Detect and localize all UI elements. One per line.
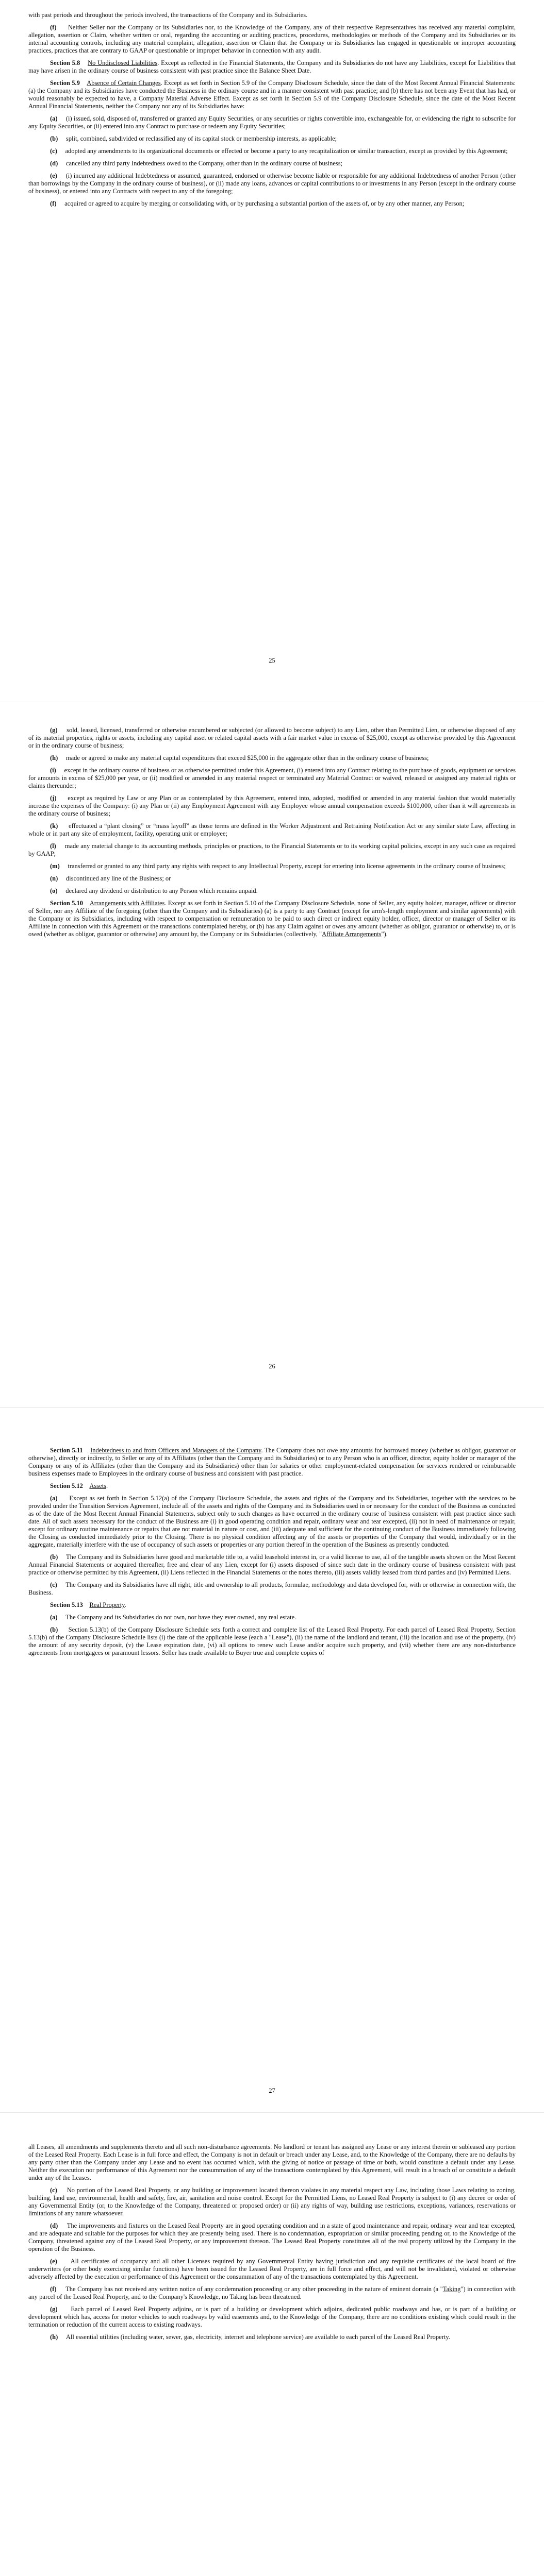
clause-text: except in the ordinary course of business or as otherwise permitted under this Agreement, (i) entered into any Contract relating to the purchase of goods, equipment or services for amounts in excess of $25,000 per year, or (ii) modified or amended in any material respect or terminated any Material Contract or waived, released or assigned any material rights or claims thereunder; xyxy=(28,767,516,789)
section-5-9 xyxy=(28,79,516,110)
section-title: Real Property xyxy=(89,1601,125,1608)
section-text: . Except as set forth in Section 5.10 of the Company Disclosure Schedule, none of Seller, any equity holder, manager, officer or director of Seller, nor any Affiliate of the foregoing (other than the Company and its Subsidiaries) (a) is a party to any Contract (except for arm's-length employment and similar agreements) with the Company or its Subsidiaries, including with respect to compensation or remuneration to be paid to such direct or indirect equity holder, officer, director or manager of Seller or its Affiliate in connection with this Agreement or the transactions contemplated hereby, or (b) has any Claim against or owes any amount (whether as obligor, guarantor or otherwise) to, or is owed (whether as obligor, guarantor or otherwise) any amount by, the Company or its Subsidiaries (collectively, " xyxy=(28,900,516,938)
page-divider xyxy=(0,1407,544,1408)
clause-label: (d) xyxy=(50,2222,58,2229)
clause-label: (j) xyxy=(50,794,57,802)
section-number: Section 5.12 xyxy=(50,1482,83,1489)
clause-text: (i) issued, sold, disposed of, transferred or granted any Equity Securities, or any securities or rights convertible into, exchangeable for, or evidencing the right to subscribe for any Equity Securities, or (ii) entered into any Contract to purchase or redeem any Equity Securities; xyxy=(28,115,516,130)
section-number: Section 5.10 xyxy=(50,900,83,907)
page-number: 27 xyxy=(269,2087,275,2094)
clause-label: (k) xyxy=(50,822,58,829)
clause xyxy=(28,1553,516,1577)
clause-text: (i) incurred any additional Indebtedness or assumed, guaranteed, endorsed or otherwise become liable or responsible for any additional Indebtedness of another Person (other than borrowings by the Company in the ordinary course of business), or (ii) made any loans, advances or capital contributions to or investments in any Person (except in the ordinary course of business), or entered into any Contracts with respect to any of the foregoing; xyxy=(28,172,516,195)
clause xyxy=(28,115,516,130)
clause-label: (c) xyxy=(50,147,57,155)
clause xyxy=(28,822,516,838)
clause-text: made any material change to its accounting methods, principles or practices, to the Financial Statements or to its working capital policies, except in any such case as required by GAAP; xyxy=(28,842,516,857)
clause xyxy=(28,1581,516,1597)
section-title: Absence of Certain Changes xyxy=(87,79,161,87)
section-number: Section 5.9 xyxy=(50,79,80,87)
clause xyxy=(28,2187,516,2217)
section-text-end: "). xyxy=(381,930,388,938)
clause xyxy=(28,887,516,895)
clause xyxy=(28,2258,516,2281)
section-5-11 xyxy=(28,1447,516,1478)
clause-text: Section 5.13(b) of the Company Disclosure Schedule sets forth a correct and complete list of the Leased Real Property. For each parcel of Leased Real Property, Section 5.13(b) of the Company Disclosure Schedule lists (i) the date of the applicable lease (each a "Lease"), (ii) the name of the landlord and tenant, (iii) the location and use of the property, (iv) the amount of any security deposit, (v) the Lease expiration date, (vi) all options to renew such Lease and/or acquire such property, and (vii) whether there are any non-disturbance agreements from mortgagees or paramount lessors. Seller has made available to Buyer true and complete copies of xyxy=(28,1626,516,1656)
clause-label: (f) xyxy=(50,200,57,207)
clause-text: adopted any amendments to its organizational documents or effected or become a party to any recapitalization or similar transaction, except as provided by this Agreement; xyxy=(65,147,508,155)
clause-text: Neither Seller nor the Company or its Subsidiaries nor, to the Knowledge of the Company, any of their respective Representatives has received any material complaint, allegation, assertion or Claim, whether written or oral, regarding the accounting or auditing practices, procedures, methodologies or methods of the Company and its Subsidiaries or its internal accounting controls, including any material complaint, allegation, assertion or Claim that the Company or its Subsidiaries has engaged in questionable or improper accounting practices, practices that are contrary to GAAP or questionable or improper behavior in connection with any audit. xyxy=(28,24,516,54)
paragraph: with past periods and throughout the periods involved, the transactions of the Company and its Subsidiaries. xyxy=(28,11,308,19)
clause xyxy=(28,767,516,790)
section-5-10 xyxy=(28,900,516,938)
clause-label: (i) xyxy=(50,767,56,774)
clause-label: (d) xyxy=(50,160,58,167)
section-number: Section 5.13 xyxy=(50,1601,83,1608)
clause-text: sold, leased, licensed, transferred or otherwise encumbered or subjected (or allowed to become subject) to any Lien, other than Permitted Lien, or otherwise disposed of any of its material properties, rights or assets, including any capital asset or related capital assets with a fair market value in excess of $25,000, except as otherwise provided by this Agreement or in the ordinary course of business; xyxy=(28,726,516,749)
clause xyxy=(28,2333,516,2341)
page-26 xyxy=(28,726,516,943)
clause xyxy=(28,2285,516,2301)
clause-text: Each parcel of Leased Real Property adjoins, or is part of a building or development which adjoins, dedicated public roadways and has, or is part of a building or development which has, access for motor vehicles to such roadways by valid easements and, to the Knowledge of the Company, there are no conditions existing which could result in the termination or reduction of the current access to existing roadways. xyxy=(28,2306,516,2328)
clause-label: (b) xyxy=(50,1553,58,1561)
page-number: 25 xyxy=(269,657,275,664)
clause xyxy=(28,2306,516,2329)
section-number: Section 5.11 xyxy=(50,1447,83,1454)
clause-label: (h) xyxy=(50,2333,58,2341)
clause-label: (l) xyxy=(50,842,56,850)
clause-text: declared any dividend or distribution to any Person which remains unpaid. xyxy=(65,887,258,894)
clause-label: (b) xyxy=(50,1626,58,1633)
clause xyxy=(28,160,516,167)
clause-label: (g) xyxy=(50,726,58,734)
clause xyxy=(28,147,516,155)
clause-label: (a) xyxy=(50,1614,58,1621)
clause-label: (c) xyxy=(50,1581,57,1588)
clause-label: (e) xyxy=(50,172,57,179)
paragraph: all Leases, all amendments and supplements thereto and all such non-disturbance agreements. No landlord or tenant has assigned any Lease or any interest therein or subleased any portion of the Leased Real Property. Each Lease is in full force and effect, the Company is not in default or breach under any Lease, and, to the Knowledge of the Company, there are no defaults by any party other than the Company under any Lease and no event has occurred which, with the giving of notice or passage of time or both, would constitute a default under any Lease. Neither the execution nor performance of this Agreement nor the consummation of any of the transactions contemplated by this Agreement, will result in a breach of or constitute a default under any of the Leases. xyxy=(28,2143,516,2181)
clause xyxy=(28,200,516,208)
clause xyxy=(28,794,516,818)
section-text: . Except as reflected in the Financial Statements, the Company and its Subsidiaries do not have any Liabilities, except for Liabilities that may have arisen in the ordinary course of business consistent with past practice since the Balance Sheet Date. xyxy=(28,59,516,74)
clause-text: Except as set forth in Section 5.12(a) of the Company Disclosure Schedule, the assets and rights of the Company and its Subsidiaries, together with the services to be provided under the Transition Services Agreement, include all of the assets and rights of the Company and its Subsidiaries used in or necessary for the conduct of the Business as conducted as of the date of the Most Recent Annual Financial Statements, subject only to such changes as have occurred in the ordinary course of business consistent with past practice since such date. All of such assets necessary for the conduct of the Business are (i) in good operating condition and repair, ordinary wear and tear excepted, (ii) not in need of maintenance or repair, except for ordinary routine maintenance or repairs that are not material in nature or cost, and (iii) adequate and sufficient for the continuing conduct of the Business immediately following the Closing as conducted immediately prior to the Closing. There is no physical condition affecting any of the assets or properties of the Company that would, individually or in the aggregate, materially interfere with the use of occupancy of such assets or properties or any portion thereof in the operation of the Business as presently conducted. xyxy=(28,1495,516,1548)
clause-text: acquired or agreed to acquire by merging or consolidating with, or by purchasing a substantial portion of the assets of, or by any other manner, any Person; xyxy=(64,200,465,207)
section-title: Arrangements with Affiliates xyxy=(89,900,165,907)
clause-text: split, combined, subdivided or reclassified any of its capital stock or membership interests, as applicable; xyxy=(65,135,337,142)
section-number: Section 5.8 xyxy=(50,59,80,66)
clause xyxy=(28,726,516,750)
clause-text: transferred or granted to any third party any rights with respect to any Intellectual Property, except for entering into license agreements in the ordinary course of business; xyxy=(68,862,506,870)
clause xyxy=(28,135,516,143)
clause-label: (n) xyxy=(50,875,58,882)
clause xyxy=(28,842,516,858)
page-25 xyxy=(28,11,516,212)
section-text: . The Company does not owe any amounts for borrowed money (whether as obligor, guarantor or otherwise), directly or indirectly, to Seller or any of its Affiliates (other than the Company and its Subsidiaries) or to any Person who is an officer, director, equity holder or manager of the Company or any of its Affiliates (other than the Company and its Subsidiaries) other than for salaries or other employment-related compensation for services rendered or reimbursable business expenses made to Employees in the ordinary course of business and consistent with past practice. xyxy=(28,1447,516,1477)
clause xyxy=(28,1495,516,1549)
clause-text: The Company has not received any written notice of any condemnation proceeding or any other proceeding in the nature of eminent domain (a " xyxy=(65,2285,443,2293)
section-5-13 xyxy=(28,1601,516,1609)
clause-text: The Company and its Subsidiaries have all right, title and ownership to all products, formulae, methodology and data developed for, with or otherwise in connection with, the Business. xyxy=(28,1581,516,1596)
clause xyxy=(28,862,516,870)
clause-label: (c) xyxy=(50,2187,57,2194)
section-5-12 xyxy=(28,1482,516,1490)
page-28 xyxy=(28,2143,516,2346)
page-number: 26 xyxy=(269,1363,275,1370)
clause-text: made or agreed to make any material capital expenditures that exceed $25,000 in the aggregate other than in the ordinary course of business; xyxy=(65,754,429,761)
clause-text: The improvements and fixtures on the Leased Real Property are in good operating condition and in a state of good maintenance and repair, ordinary wear and tear excepted, and are adequate and suitable for the purposes for which they are presently being used. There is no condemnation, expropriation or similar proceeding pending or, to the Knowledge of the Company, threatened against any of the Leased Real Property, or any improvement thereon. The Leased Real Property constitutes all of the real property utilized by the Company in the operation of the Business. xyxy=(28,2222,516,2252)
section-5-8 xyxy=(28,59,516,75)
clause-label: (h) xyxy=(50,754,58,761)
page-27 xyxy=(28,1447,516,1662)
clause-text: cancelled any third party Indebtedness owed to the Company, other than in the ordinary course of business; xyxy=(65,160,343,167)
clause-label: (a) xyxy=(50,115,58,122)
clause-label: (b) xyxy=(50,135,58,142)
clause-label: (f) xyxy=(50,24,57,31)
clause-text: All certificates of occupancy and all other Licenses required by any Governmental Entity having jurisdiction and any requisite certificates of the local board of fire underwriters (or other body exercising similar functions) have been issued for the Leased Real Property, are in full force and effect, and will not be invalidated, violated or otherwise adversely affected by the execution or performance of this Agreement or the consummation of any of the transactions contemplated by this Agreement. xyxy=(28,2258,516,2280)
section-text: . Except as set forth in Section 5.9 of the Company Disclosure Schedule, since the date of the Most Recent Annual Financial Statements: (a) the Company and its Subsidiaries have conducted the Business in the ordinary course and in a manner consistent with past practice; and (b) there has not been any Event that has had, or would reasonably be expected to have, a Company Material Adverse Effect. Except as set forth in Section 5.9 of the Company Disclosure Schedule, since the date of the Most Recent Annual Financial Statements, neither the Company nor any of its Subsidiaries have: xyxy=(28,79,516,110)
clause xyxy=(28,172,516,195)
clause-label: (a) xyxy=(50,1495,58,1502)
clause-label: (m) xyxy=(50,862,60,870)
clause-text: except as required by Law or any Plan or as contemplated by this Agreement, entered into, adopted, modified or amended in any material fashion that would materially increase the expenses of the Company: (i) any Plan or (ii) any Employment Agreement with any Employee whose annual compensation exceeds $100,000, other than it will agreements in the ordinary course of business; xyxy=(28,794,516,817)
clause-f xyxy=(28,24,516,55)
clause xyxy=(28,1626,516,1657)
section-dot: . xyxy=(106,1482,108,1489)
clause xyxy=(28,1614,516,1621)
clause-text: The Company and its Subsidiaries do not own, nor have they ever owned, any real estate. xyxy=(65,1614,296,1621)
section-dot: . xyxy=(124,1601,126,1608)
clause-label: (f) xyxy=(50,2285,57,2293)
section-title: No Undisclosed Liabilities xyxy=(88,59,158,66)
clause-label: (g) xyxy=(50,2306,58,2313)
clause xyxy=(28,2222,516,2253)
section-title: Assets xyxy=(89,1482,107,1489)
clause-text: The Company and its Subsidiaries have good and marketable title to, a valid leasehold interest in, or a valid license to use, all of the tangible assets shown on the Most Recent Annual Financial Statements or acquired thereafter, free and clear of any Lien, except for (i) assets disposed of since such date in the ordinary course of business consistent with past practice or otherwise permitted by this Agreement, (ii) Liens reflected in the Financial Statements or the notes thereto, (iii) assets validly leased from third parties and (iv) Permitted Liens. xyxy=(28,1553,516,1576)
clause-label: (o) xyxy=(50,887,58,894)
clause-text: effectuated a “plant closing” or “mass layoff” as those terms are defined in the Worker Adjustment and Retraining Notification Act or any similar state Law, affecting in whole or in part any site of employment, facility, operating unit or employee; xyxy=(28,822,516,837)
defined-term: Taking xyxy=(442,2285,461,2293)
page-divider xyxy=(0,2112,544,2113)
clause xyxy=(28,754,516,762)
section-title: Indebtedness to and from Officers and Managers of the Company xyxy=(90,1447,261,1454)
defined-term: Affiliate Arrangements xyxy=(322,930,382,938)
clause-text: discontinued any line of the Business; or xyxy=(65,875,171,882)
clause-text: No portion of the Leased Real Property, or any building or improvement located thereon violates in any material respect any Law, including those Laws relating to zoning, building, land use, environmental, health and safety, fire, air, sanitation and noise control. Except for the Permitted Liens, no Leased Real Property is subject to (i) any decree or order of any Governmental Entity (or, to the Knowledge of the Company, threatened or proposed order) or (ii) any rights of way, building use restrictions, exceptions, variances, reservations or limitations of any nature whatsoever. xyxy=(28,2187,516,2217)
clause-text-end: ") in connection with any parcel of the Leased Real Property, and to the Company's Knowledge, no Taking has been threatened. xyxy=(28,2285,516,2300)
clause xyxy=(28,875,516,883)
clause-text: All essential utilities (including water, sewer, gas, electricity, internet and telephone service) are available to each parcel of the Leased Real Property. xyxy=(65,2333,450,2341)
clause-label: (e) xyxy=(50,2258,57,2265)
